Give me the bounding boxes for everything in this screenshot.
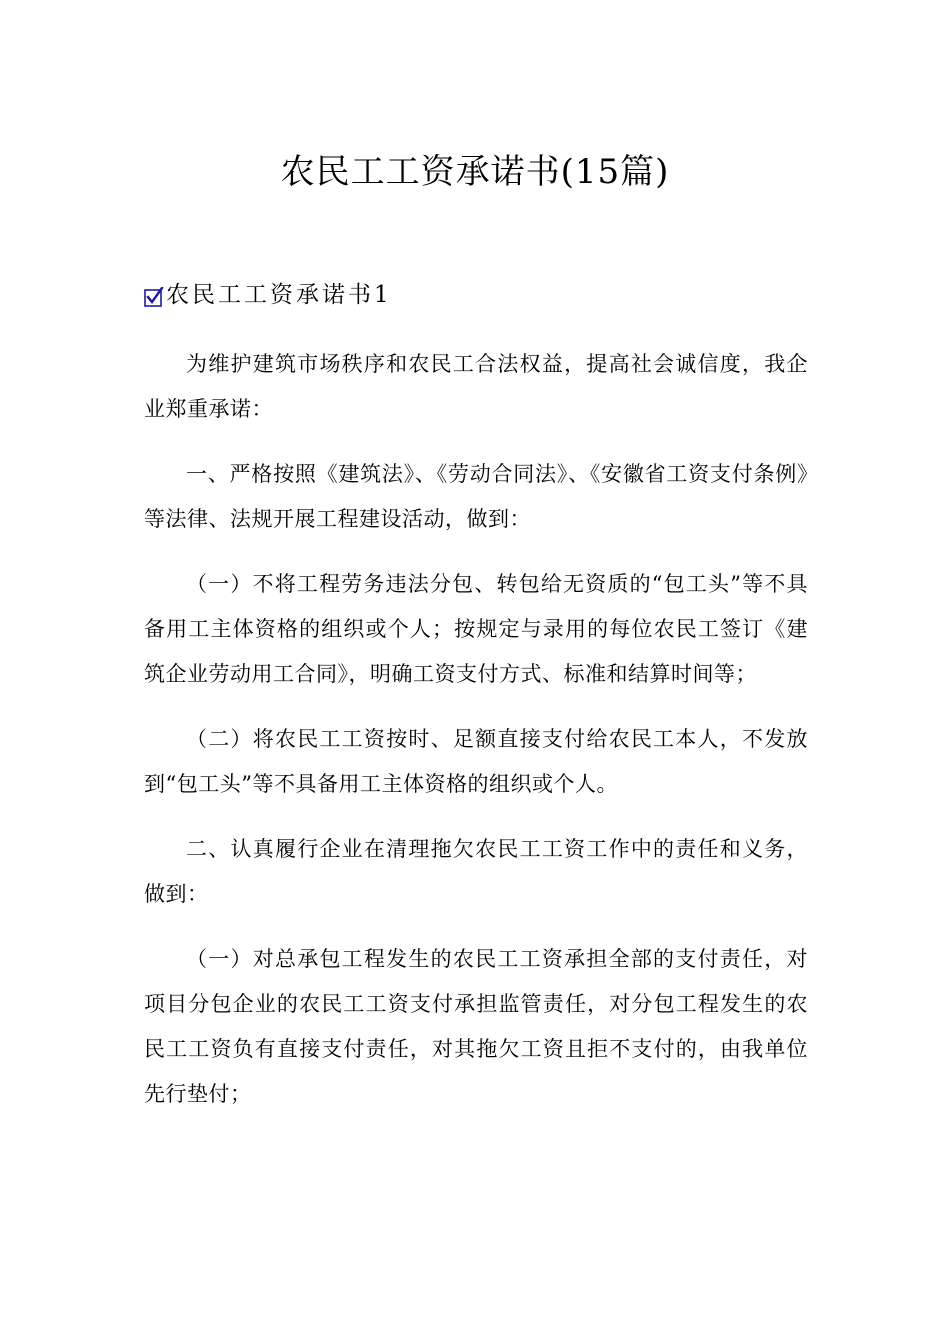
section-heading: [144, 272, 392, 312]
paragraph: 一、严格按照《建筑法》、《劳动合同法》、《安徽省工资支付条例》等法律、法规开展工程建设活动，做到：: [144, 462, 808, 531]
paragraph: （二）将农民工工资按时、足额直接支付给农民工本人，不发放到“包工头”等不具备用工主体资格的组织或个人。: [144, 727, 808, 796]
page-title: 农民工工资承诺书(15篇): [280, 152, 670, 192]
paragraph: 二、认真履行企业在清理拖欠农民工工资工作中的责任和义务，做到：: [144, 837, 808, 906]
paragraph: 为维护建筑市场秩序和农民工合法权益，提高社会诚信度，我企业郑重承诺：: [144, 352, 808, 421]
document-body: [144, 342, 808, 1137]
section-heading-text: 农民工工资承诺书1: [166, 281, 392, 308]
checkbox-checked-icon: [144, 287, 164, 307]
paragraph: （一）不将工程劳务违法分包、转包给无资质的“包工头”等不具备用工主体资格的组织或个人；按规定与录用的每位农民工签订《建筑企业劳动用工合同》，明确工资支付方式、标准和结算时间等；: [144, 572, 808, 686]
paragraph: （一）对总承包工程发生的农民工工资承担全部的支付责任，对项目分包企业的农民工工资支付承担监管责任，对分包工程发生的农民工工资负有直接支付责任，对其拖欠工资且拒不支付的，由我单位先行垫付；: [144, 947, 808, 1106]
